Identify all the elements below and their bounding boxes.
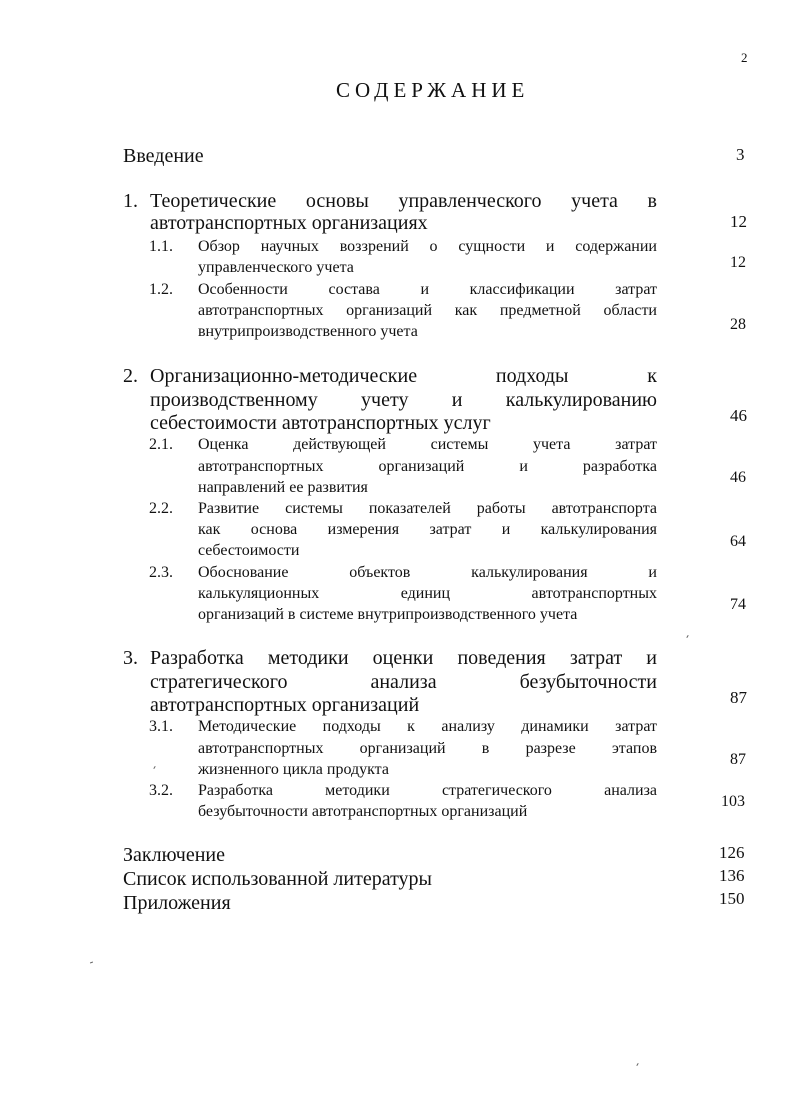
scan-speck (636, 1063, 638, 1066)
section-title-line: организаций в системе внутрипроизводственного учета (198, 606, 578, 623)
section-title-line: жизненного цикла продукта (198, 761, 389, 778)
chapter-title-line: себестоимости автотранспортных услуг (150, 412, 491, 434)
section-page: 12 (730, 254, 746, 271)
section-page: 46 (730, 469, 746, 486)
section-title-line: себестоимости (198, 542, 300, 559)
section-number: 1.2. (149, 281, 173, 298)
section-number: 2.2. (149, 500, 173, 517)
toc-appendices-label: Приложения (123, 892, 231, 914)
section-number: 2.1. (149, 436, 173, 453)
section-number: 1.1. (149, 238, 173, 255)
toc-conclusion-page: 126 (719, 843, 745, 862)
section-title-line: управленческого учета (198, 259, 354, 276)
section-title-line: автотранспортных организаций и разработка (198, 458, 657, 475)
section-page: 87 (730, 751, 746, 768)
section-title-line: автотранспортных организаций в разрезе этапов (198, 740, 657, 757)
scan-speck (686, 635, 688, 638)
chapter-page: 46 (730, 406, 747, 425)
scan-speck (153, 766, 155, 769)
chapter-page: 12 (730, 212, 747, 231)
section-title-line: Обзор научных воззрений о сущности и содержании (198, 238, 657, 255)
section-title-line: как основа измерения затрат и калькулирования (198, 521, 657, 538)
chapter-number: 2. (123, 365, 138, 387)
scan-speck (90, 962, 93, 964)
section-page: 28 (730, 316, 746, 333)
toc-appendices-page: 150 (719, 889, 745, 908)
section-title-line: Особенности состава и классификации затрат (198, 281, 657, 298)
section-title-line: автотранспортных организаций как предметной области (198, 302, 657, 319)
chapter-title-line: Организационно-методические подходы к (150, 365, 657, 387)
section-title-line: внутрипроизводственного учета (198, 323, 418, 340)
section-number: 2.3. (149, 564, 173, 581)
section-title-line: Развитие системы показателей работы автотранспорта (198, 500, 657, 517)
chapter-page: 87 (730, 688, 747, 707)
section-number: 3.1. (149, 718, 173, 735)
section-title-line: направлений ее развития (198, 479, 368, 496)
chapter-title-line: Разработка методики оценки поведения затрат и (150, 647, 657, 669)
section-title-line: Методические подходы к анализу динамики затрат (198, 718, 657, 735)
section-title-line: Оценка действующей системы учета затрат (198, 436, 657, 453)
section-number: 3.2. (149, 782, 173, 799)
chapter-number: 3. (123, 647, 138, 669)
section-page: 74 (730, 596, 746, 613)
chapter-title-line: Теоретические основы управленческого учета в (150, 190, 657, 212)
section-title-line: безубыточности автотранспортных организаций (198, 803, 528, 820)
section-page: 64 (730, 533, 746, 550)
toc-intro-label: Введение (123, 145, 204, 167)
page-title: СОДЕРЖАНИЕ (336, 78, 530, 102)
chapter-number: 1. (123, 190, 138, 212)
chapter-title-line: автотранспортных организаций (150, 694, 420, 716)
section-title-line: калькуляционных единиц автотранспортных (198, 585, 657, 602)
toc-intro-page: 3 (736, 145, 745, 164)
toc-bibliography-label: Список использованной литературы (123, 868, 432, 890)
chapter-title-line: автотранспортных организациях (150, 212, 428, 234)
toc-bibliography-page: 136 (719, 866, 745, 885)
page-number: 2 (741, 50, 748, 65)
section-title-line: Обоснование объектов калькулирования и (198, 564, 657, 581)
section-title-line: Разработка методики стратегического анализа (198, 782, 657, 799)
chapter-title-line: производственному учету и калькулированию (150, 389, 657, 411)
chapter-title-line: стратегического анализа безубыточности (150, 671, 657, 693)
section-page: 103 (721, 793, 745, 810)
toc-conclusion-label: Заключение (123, 844, 225, 866)
